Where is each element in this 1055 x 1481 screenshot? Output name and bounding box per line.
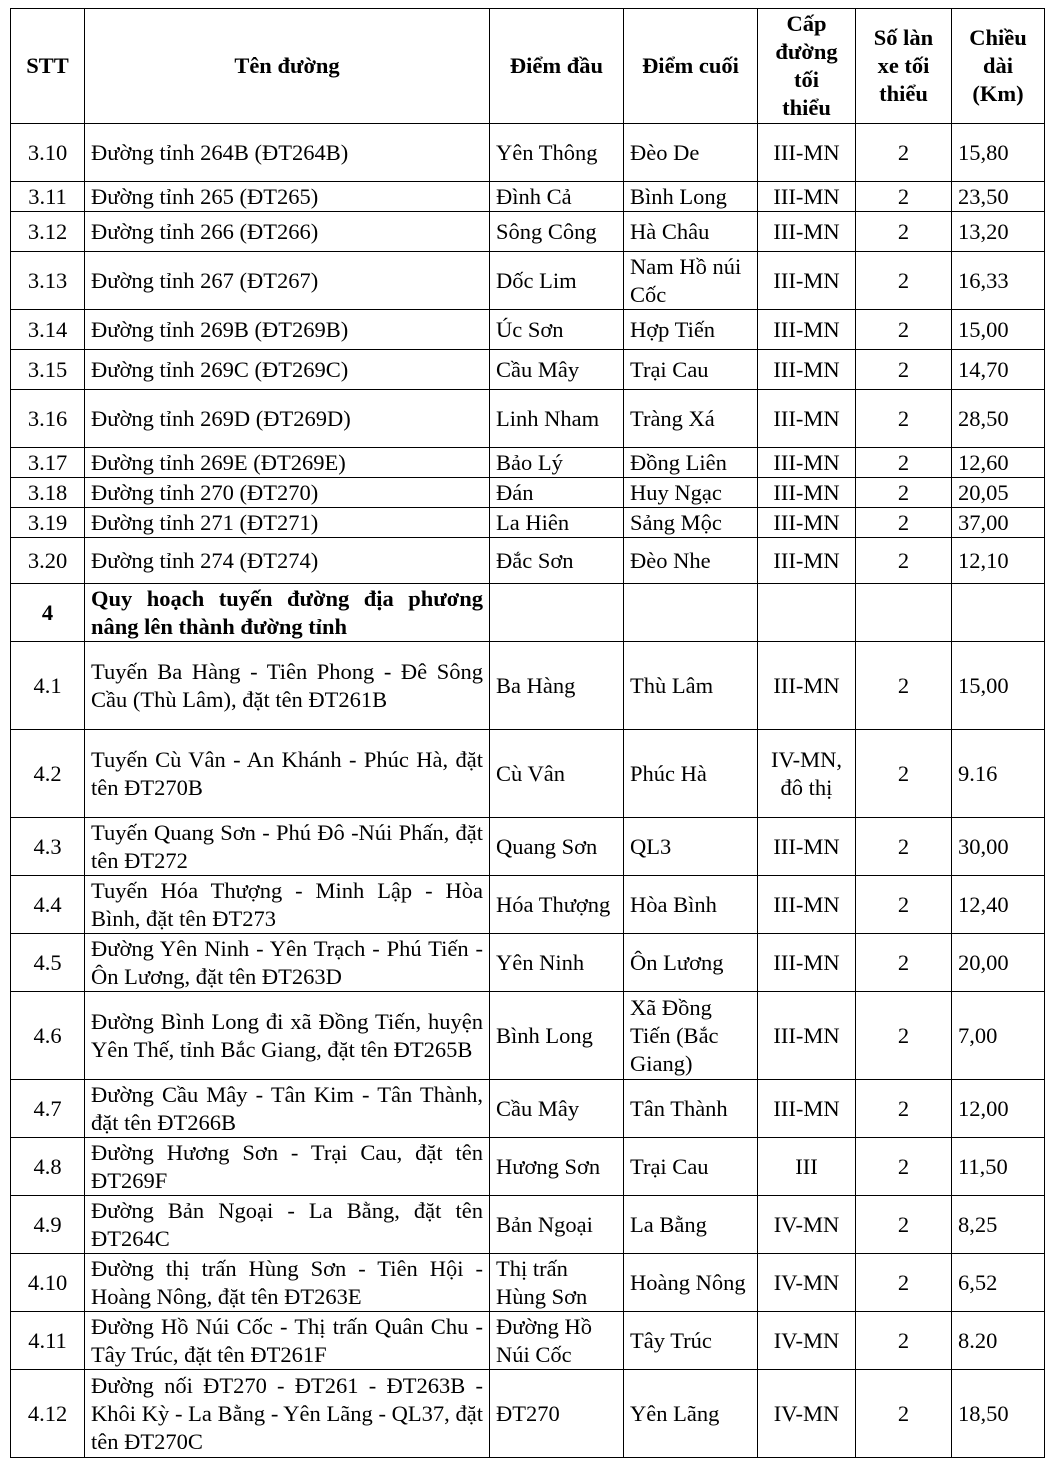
cell-length: 23,50 <box>952 182 1045 212</box>
cell-min-lanes: 2 <box>856 182 952 212</box>
cell-min-lanes: 2 <box>856 992 952 1080</box>
table-row <box>11 876 1045 934</box>
cell-start-point: Đường Hồ Núi Cốc <box>490 1312 624 1370</box>
cell-start-point: Bảo Lý <box>490 448 624 478</box>
cell-min-grade: III-MN <box>758 212 856 252</box>
cell-road-name: Đường Cầu Mây - Tân Kim - Tân Thành, đặt tên ĐT266B <box>85 1080 490 1138</box>
table-row <box>11 310 1045 350</box>
cell-min-lanes <box>856 584 952 642</box>
cell-length: 14,70 <box>952 350 1045 390</box>
cell-end-point: Hợp Tiến <box>624 310 758 350</box>
cell-length: 37,00 <box>952 508 1045 538</box>
table-row <box>11 182 1045 212</box>
cell-end-point: Hoàng Nông <box>624 1254 758 1312</box>
cell-road-name: Đường Hương Sơn - Trại Cau, đặt tên ĐT269F <box>85 1138 490 1196</box>
cell-min-lanes: 2 <box>856 478 952 508</box>
cell-start-point: Đán <box>490 478 624 508</box>
cell-end-point: Ôn Lương <box>624 934 758 992</box>
cell-road-name: Đường tỉnh 267 (ĐT267) <box>85 252 490 310</box>
cell-road-name: Đường tỉnh 269D (ĐT269D) <box>85 390 490 448</box>
cell-road-name: Đường tỉnh 274 (ĐT274) <box>85 538 490 584</box>
cell-stt: 4.6 <box>11 992 85 1080</box>
cell-start-point: Yên Ninh <box>490 934 624 992</box>
cell-road-name: Đường tỉnh 269E (ĐT269E) <box>85 448 490 478</box>
cell-stt: 3.10 <box>11 124 85 182</box>
table-body <box>11 124 1045 1458</box>
cell-min-lanes: 2 <box>856 876 952 934</box>
cell-stt: 3.13 <box>11 252 85 310</box>
cell-min-lanes: 2 <box>856 1312 952 1370</box>
cell-length: 12,00 <box>952 1080 1045 1138</box>
cell-min-grade: III-MN <box>758 508 856 538</box>
table-row <box>11 350 1045 390</box>
header-start-point: Điểm đầu <box>490 9 624 124</box>
table-row <box>11 1254 1045 1312</box>
table-row <box>11 478 1045 508</box>
cell-stt: 4.7 <box>11 1080 85 1138</box>
cell-end-point: Trại Cau <box>624 350 758 390</box>
cell-length: 11,50 <box>952 1138 1045 1196</box>
cell-road-name: Đường Bản Ngoại - La Bằng, đặt tên ĐT264C <box>85 1196 490 1254</box>
cell-min-grade: III-MN <box>758 350 856 390</box>
cell-end-point: Xã Đồng Tiến (Bắc Giang) <box>624 992 758 1080</box>
cell-min-lanes: 2 <box>856 1196 952 1254</box>
cell-start-point: Dốc Lim <box>490 252 624 310</box>
cell-min-lanes: 2 <box>856 1080 952 1138</box>
cell-start-point: Quang Sơn <box>490 818 624 876</box>
cell-length: 16,33 <box>952 252 1045 310</box>
cell-road-name: Đường tỉnh 265 (ĐT265) <box>85 182 490 212</box>
cell-end-point: Sảng Mộc <box>624 508 758 538</box>
table-row <box>11 1312 1045 1370</box>
cell-start-point: Cầu Mây <box>490 1080 624 1138</box>
cell-end-point: Tân Thành <box>624 1080 758 1138</box>
cell-min-grade: III-MN <box>758 478 856 508</box>
cell-stt: 4.10 <box>11 1254 85 1312</box>
cell-stt: 3.17 <box>11 448 85 478</box>
cell-min-lanes: 2 <box>856 350 952 390</box>
cell-start-point: Đắc Sơn <box>490 538 624 584</box>
cell-road-name: Đường tỉnh 269B (ĐT269B) <box>85 310 490 350</box>
cell-start-point: Sông Công <box>490 212 624 252</box>
cell-min-lanes: 2 <box>856 934 952 992</box>
cell-length: 15,00 <box>952 642 1045 730</box>
cell-start-point: Thị trấn Hùng Sơn <box>490 1254 624 1312</box>
cell-min-grade: IV-MN, đô thị <box>758 730 856 818</box>
cell-stt: 4.1 <box>11 642 85 730</box>
cell-end-point: QL3 <box>624 818 758 876</box>
header-end-point: Điểm cuối <box>624 9 758 124</box>
cell-min-lanes: 2 <box>856 1254 952 1312</box>
cell-end-point: Thù Lâm <box>624 642 758 730</box>
cell-min-lanes: 2 <box>856 1370 952 1458</box>
table-header-row <box>11 9 1045 124</box>
cell-road-name: Đường nối ĐT270 - ĐT261 - ĐT263B - Khôi Kỳ - La Bằng - Yên Lãng - QL37, đặt tên ĐT270C <box>85 1370 490 1458</box>
cell-stt: 4.11 <box>11 1312 85 1370</box>
cell-length: 20,05 <box>952 478 1045 508</box>
table-row <box>11 584 1045 642</box>
cell-end-point: Đèo De <box>624 124 758 182</box>
cell-min-grade: III-MN <box>758 252 856 310</box>
header-min-grade: Cấp đường tối thiểu <box>758 9 856 124</box>
table-row <box>11 934 1045 992</box>
cell-end-point: Tràng Xá <box>624 390 758 448</box>
cell-length: 7,00 <box>952 992 1045 1080</box>
header-min-lanes: Số làn xe tối thiểu <box>856 9 952 124</box>
table-row <box>11 1138 1045 1196</box>
cell-min-grade: IV-MN <box>758 1254 856 1312</box>
table-row <box>11 818 1045 876</box>
cell-stt: 3.18 <box>11 478 85 508</box>
cell-min-lanes: 2 <box>856 508 952 538</box>
cell-stt: 4 <box>11 584 85 642</box>
header-road-name: Tên đường <box>85 9 490 124</box>
cell-min-grade: III-MN <box>758 934 856 992</box>
cell-min-grade: III-MN <box>758 538 856 584</box>
table-row <box>11 992 1045 1080</box>
cell-stt: 3.15 <box>11 350 85 390</box>
cell-start-point: Bản Ngoại <box>490 1196 624 1254</box>
cell-length: 12,10 <box>952 538 1045 584</box>
cell-road-name: Đường tỉnh 270 (ĐT270) <box>85 478 490 508</box>
cell-end-point: Đèo Nhe <box>624 538 758 584</box>
cell-min-lanes: 2 <box>856 730 952 818</box>
cell-road-name: Đường tỉnh 264B (ĐT264B) <box>85 124 490 182</box>
cell-end-point: Phúc Hà <box>624 730 758 818</box>
cell-stt: 3.12 <box>11 212 85 252</box>
cell-road-name: Đường Yên Ninh - Yên Trạch - Phú Tiến - Ôn Lương, đặt tên ĐT263D <box>85 934 490 992</box>
cell-min-lanes: 2 <box>856 390 952 448</box>
table-row <box>11 124 1045 182</box>
cell-start-point: Úc Sơn <box>490 310 624 350</box>
road-planning-table <box>10 8 1045 1458</box>
cell-start-point: Cù Vân <box>490 730 624 818</box>
cell-min-grade: III-MN <box>758 876 856 934</box>
cell-stt: 4.2 <box>11 730 85 818</box>
table-row <box>11 508 1045 538</box>
table-row <box>11 642 1045 730</box>
cell-road-name: Đường Bình Long đi xã Đồng Tiến, huyện Yên Thế, tỉnh Bắc Giang, đặt tên ĐT265B <box>85 992 490 1080</box>
cell-stt: 4.3 <box>11 818 85 876</box>
cell-road-name: Tuyến Cù Vân - An Khánh - Phúc Hà, đặt tên ĐT270B <box>85 730 490 818</box>
cell-min-lanes: 2 <box>856 642 952 730</box>
table-row <box>11 1370 1045 1458</box>
cell-road-name: Đường Hồ Núi Cốc - Thị trấn Quân Chu - Tây Trúc, đặt tên ĐT261F <box>85 1312 490 1370</box>
cell-length: 28,50 <box>952 390 1045 448</box>
cell-min-lanes: 2 <box>856 124 952 182</box>
cell-min-lanes: 2 <box>856 310 952 350</box>
cell-end-point: Bình Long <box>624 182 758 212</box>
cell-min-grade: III <box>758 1138 856 1196</box>
table-row <box>11 538 1045 584</box>
cell-stt: 3.11 <box>11 182 85 212</box>
cell-end-point: Nam Hồ núi Cốc <box>624 252 758 310</box>
cell-stt: 3.20 <box>11 538 85 584</box>
cell-road-name: Đường tỉnh 266 (ĐT266) <box>85 212 490 252</box>
header-length: Chiều dài (Km) <box>952 9 1045 124</box>
cell-length: 12,40 <box>952 876 1045 934</box>
cell-length: 15,80 <box>952 124 1045 182</box>
cell-min-grade: III-MN <box>758 182 856 212</box>
cell-length: 12,60 <box>952 448 1045 478</box>
cell-start-point: ĐT270 <box>490 1370 624 1458</box>
cell-length: 8.20 <box>952 1312 1045 1370</box>
cell-min-lanes: 2 <box>856 1138 952 1196</box>
cell-length: 13,20 <box>952 212 1045 252</box>
table-row <box>11 212 1045 252</box>
cell-end-point: Trại Cau <box>624 1138 758 1196</box>
cell-min-grade: III-MN <box>758 992 856 1080</box>
table-row <box>11 390 1045 448</box>
cell-stt: 3.14 <box>11 310 85 350</box>
cell-start-point: Hóa Thượng <box>490 876 624 934</box>
cell-stt: 4.4 <box>11 876 85 934</box>
cell-road-name: Tuyến Quang Sơn - Phú Đô -Núi Phấn, đặt tên ĐT272 <box>85 818 490 876</box>
cell-stt: 4.8 <box>11 1138 85 1196</box>
cell-stt: 3.19 <box>11 508 85 538</box>
cell-stt: 4.9 <box>11 1196 85 1254</box>
cell-road-name: Đường tỉnh 269C (ĐT269C) <box>85 350 490 390</box>
table-row <box>11 1196 1045 1254</box>
cell-min-grade: III-MN <box>758 642 856 730</box>
cell-end-point: Đồng Liên <box>624 448 758 478</box>
table-row <box>11 448 1045 478</box>
cell-min-grade: III-MN <box>758 390 856 448</box>
cell-end-point: Tây Trúc <box>624 1312 758 1370</box>
cell-start-point <box>490 584 624 642</box>
cell-min-grade: III-MN <box>758 1080 856 1138</box>
cell-length: 20,00 <box>952 934 1045 992</box>
cell-stt: 4.5 <box>11 934 85 992</box>
cell-length: 6,52 <box>952 1254 1045 1312</box>
cell-road-name: Quy hoạch tuyến đường địa phương nâng lên thành đường tỉnh <box>85 584 490 642</box>
cell-start-point: Linh Nham <box>490 390 624 448</box>
cell-min-lanes: 2 <box>856 538 952 584</box>
cell-stt: 3.16 <box>11 390 85 448</box>
cell-end-point <box>624 584 758 642</box>
cell-min-grade: III-MN <box>758 448 856 478</box>
table-row <box>11 730 1045 818</box>
cell-min-lanes: 2 <box>856 818 952 876</box>
cell-start-point: Bình Long <box>490 992 624 1080</box>
cell-road-name: Đường tỉnh 271 (ĐT271) <box>85 508 490 538</box>
cell-road-name: Tuyến Hóa Thượng - Minh Lập - Hòa Bình, đặt tên ĐT273 <box>85 876 490 934</box>
cell-min-grade: III-MN <box>758 310 856 350</box>
cell-min-lanes: 2 <box>856 252 952 310</box>
table-row <box>11 252 1045 310</box>
cell-start-point: Ba Hàng <box>490 642 624 730</box>
cell-end-point: La Bằng <box>624 1196 758 1254</box>
cell-min-grade: III-MN <box>758 818 856 876</box>
cell-end-point: Huy Ngạc <box>624 478 758 508</box>
cell-length <box>952 584 1045 642</box>
cell-start-point: Yên Thông <box>490 124 624 182</box>
cell-min-grade: IV-MN <box>758 1196 856 1254</box>
cell-min-grade: IV-MN <box>758 1370 856 1458</box>
cell-start-point: Cầu Mây <box>490 350 624 390</box>
cell-end-point: Hòa Bình <box>624 876 758 934</box>
cell-min-grade <box>758 584 856 642</box>
cell-length: 15,00 <box>952 310 1045 350</box>
cell-min-grade: IV-MN <box>758 1312 856 1370</box>
cell-road-name: Đường thị trấn Hùng Sơn - Tiên Hội - Hoàng Nông, đặt tên ĐT263E <box>85 1254 490 1312</box>
cell-start-point: Hương Sơn <box>490 1138 624 1196</box>
cell-start-point: Đình Cả <box>490 182 624 212</box>
cell-min-grade: III-MN <box>758 124 856 182</box>
cell-end-point: Yên Lãng <box>624 1370 758 1458</box>
table-row <box>11 1080 1045 1138</box>
cell-length: 30,00 <box>952 818 1045 876</box>
cell-road-name: Tuyến Ba Hàng - Tiên Phong - Đê Sông Cầu (Thù Lâm), đặt tên ĐT261B <box>85 642 490 730</box>
header-stt: STT <box>11 9 85 124</box>
cell-stt: 4.12 <box>11 1370 85 1458</box>
cell-min-lanes: 2 <box>856 212 952 252</box>
cell-end-point: Hà Châu <box>624 212 758 252</box>
cell-start-point: La Hiên <box>490 508 624 538</box>
cell-length: 8,25 <box>952 1196 1045 1254</box>
cell-length: 9.16 <box>952 730 1045 818</box>
cell-length: 18,50 <box>952 1370 1045 1458</box>
cell-min-lanes: 2 <box>856 448 952 478</box>
